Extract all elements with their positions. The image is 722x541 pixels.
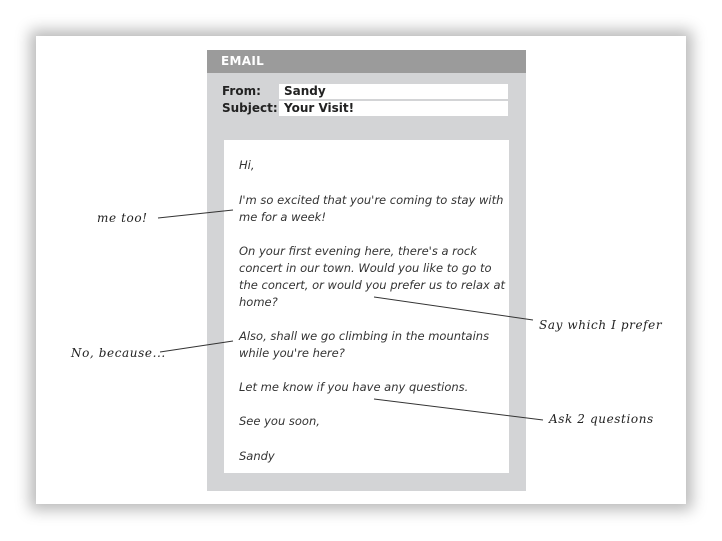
leader-line-say-which	[374, 297, 533, 320]
body-line: Let me know if you have any questions.	[239, 380, 469, 394]
body-line-signoff: See you soon,	[239, 414, 320, 428]
body-line: On your first evening here, there's a rock	[239, 244, 477, 258]
annotation-no-because: No, because...	[71, 346, 166, 360]
annotation-ask-two: Ask 2 questions	[549, 412, 654, 426]
leader-line-me-too	[158, 210, 233, 218]
body-line: concert in our town. Would you like to go to	[239, 261, 492, 275]
from-field: Sandy	[279, 84, 508, 99]
body-line: the concert, or would you prefer us to relax at	[239, 278, 506, 292]
annotation-say-which: Say which I prefer	[539, 318, 663, 332]
body-line: while you're here?	[239, 346, 345, 360]
annotation-me-too: me too!	[97, 211, 148, 225]
from-label: From:	[222, 84, 261, 98]
body-line: me for a week!	[239, 210, 326, 224]
subject-field: Your Visit!	[279, 101, 508, 116]
body-line: home?	[239, 295, 278, 309]
body-line: Also, shall we go climbing in the mountains	[239, 329, 490, 343]
leader-line-no-because	[160, 341, 233, 352]
body-line-signature: Sandy	[239, 449, 275, 463]
body-line: I'm so excited that you're coming to stay with	[239, 193, 504, 207]
subject-label: Subject:	[222, 101, 278, 115]
leader-line-ask-two	[374, 399, 543, 420]
body-line-greeting: Hi,	[239, 158, 255, 172]
email-header: EMAIL	[207, 50, 526, 73]
